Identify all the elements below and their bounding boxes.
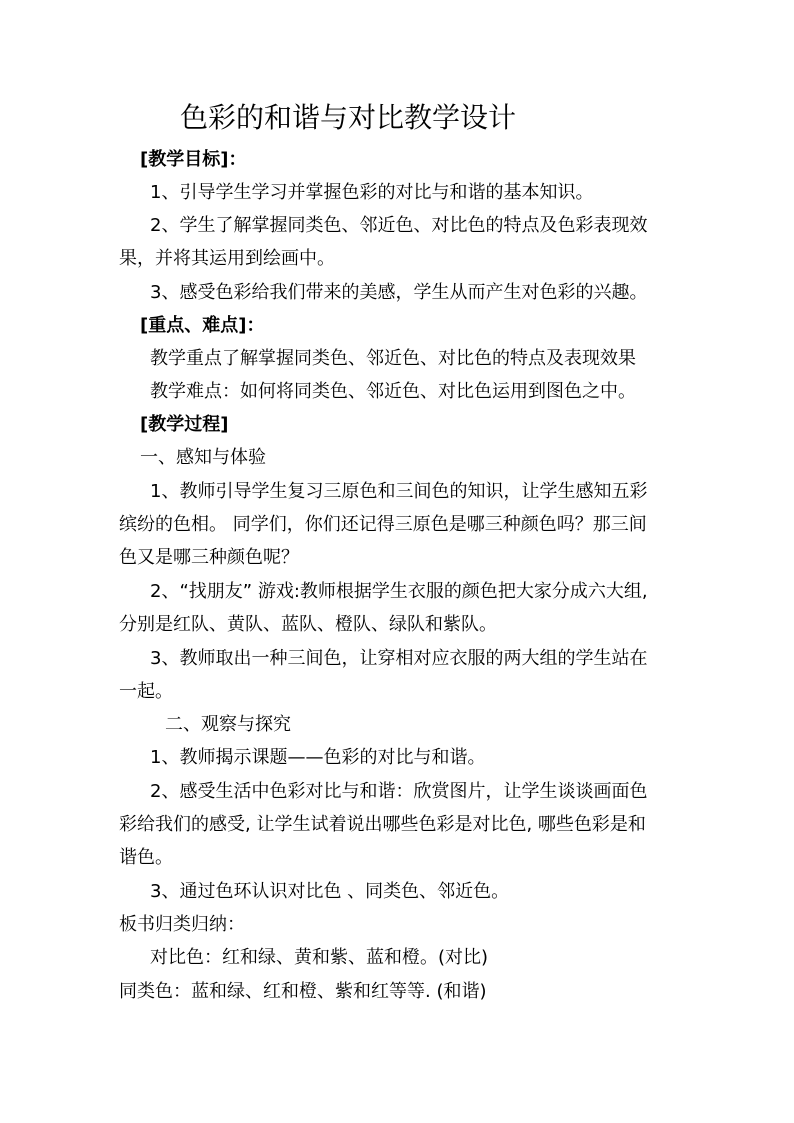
contrast-colors-line: 对比色：红和绿、黄和紫、蓝和橙。(对比) [150,947,489,968]
teaching-goals-heading: [教学目标]： [140,149,247,170]
part-2-item-2-line-1: 2、感受生活中色彩对比与和谐：欣赏图片，让学生谈谈画面色 [150,781,648,802]
part-1-item-2-line-1: 2、“找朋友” 游戏:教师根据学生衣服的颜色把大家分成六大组, [150,581,648,602]
part-1-heading: 一、感知与体验 [140,447,266,468]
goal-1: 1、引导学生学习并掌握色彩的对比与和谐的基本知识。 [150,182,594,203]
board-summary-heading: 板书归类归纳： [119,914,245,935]
teaching-process-heading: [教学过程] [140,414,229,435]
part-2-item-2-line-2: 彩给我们的感受, 让学生试着说出哪些色彩是对比色, 哪些色彩是和 [119,814,646,835]
key-difficult-heading: [重点、难点]： [140,315,265,336]
similar-colors-line: 同类色：蓝和绿、红和橙、紫和红等等. (和谐) [119,981,487,1002]
goal-2-line-1: 2、学生了解掌握同类色、邻近色、对比色的特点及色彩表现效 [150,215,648,236]
part-1-item-1-line-2: 缤纷的色相。 同学们，你们还记得三原色是哪三种颜色吗？那三间 [119,514,647,535]
goal-2-line-2: 果，并将其运用到绘画中。 [119,248,335,269]
goal-3: 3、感受色彩给我们带来的美感，学生从而产生对色彩的兴趣。 [150,282,648,303]
teaching-difficulty: 教学难点：如何将同类色、邻近色、对比色运用到图色之中。 [150,381,636,402]
part-1-item-1-line-3: 色又是哪三种颜色呢？ [119,547,299,568]
part-1-item-3-line-1: 3、教师取出一种三间色，让穿相对应衣服的两大组的学生站在 [150,648,648,669]
part-2-item-3: 3、通过色环认识对比色 、同类色、邻近色。 [150,881,510,902]
part-1-item-1-line-1: 1、教师引导学生复习三原色和三间色的知识，让学生感知五彩 [150,481,648,502]
part-1-item-2-line-2: 分别是红队、黄队、蓝队、橙队、绿队和紫队。 [119,614,497,635]
teaching-key-point: 教学重点了解掌握同类色、邻近色、对比色的特点及表现效果 [150,348,636,369]
part-1-item-3-line-2: 一起。 [119,681,173,702]
part-2-heading: 二、观察与探究 [165,714,291,735]
document-title: 色彩的和谐与对比教学设计 [180,101,517,134]
part-2-item-2-line-3: 谐色。 [119,847,173,868]
part-2-item-1: 1、教师揭示课题——色彩的对比与和谐。 [150,747,486,768]
